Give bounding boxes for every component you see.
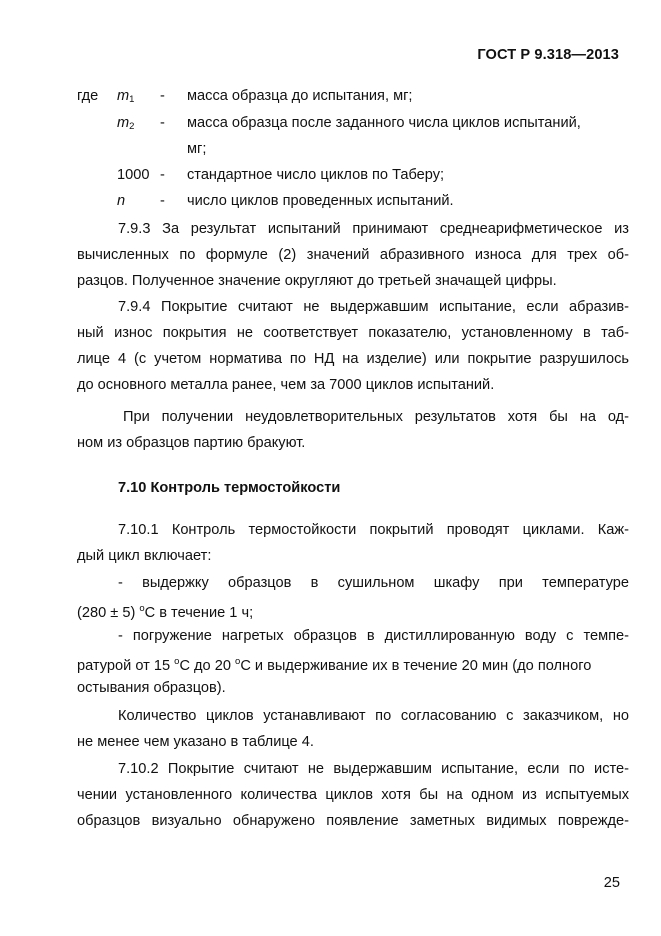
- paragraph-7-9-3: [77, 216, 629, 294]
- definition-text: масса образца до испытания, мг;: [187, 88, 413, 104]
- definition-text: число циклов проведенных испытаний.: [187, 193, 454, 209]
- section-heading: 7.10 Контроль термостойкости: [118, 480, 341, 496]
- text-line: - выдержку образцов в сушильном шкафу при температуре: [118, 575, 629, 591]
- text-line: ный износ покрытия не соответствует показателю, установленному в таб-: [77, 325, 629, 341]
- degree-sign: o: [235, 656, 241, 667]
- definition-dash: -: [160, 167, 165, 183]
- text-line: образцов визуально обнаружено появление заметных видимых поврежде-: [77, 813, 629, 829]
- definition-symbol: 1000: [117, 167, 150, 183]
- text-line: ном из образцов партию бракуют.: [77, 435, 306, 451]
- degree-sign: o: [174, 656, 180, 667]
- text-line: остывания образцов).: [77, 680, 226, 696]
- document-code-header: ГОСТ Р 9.318—2013: [477, 47, 619, 63]
- text-line: ратурой от 15 $^o$С до 20 $^o$С и выдерживание их в течение 20 мин (до полного: [77, 656, 592, 674]
- definition-symbol: $m_2$: [117, 115, 135, 132]
- definition-text-continuation: мг;: [187, 141, 207, 157]
- paragraph-7-10-2: [77, 756, 629, 834]
- definition-key: где: [77, 88, 99, 104]
- text-line: 7.9.3 За результат испытаний принимают среднеарифметическое из: [118, 221, 629, 237]
- text-line: до основного металла ранее, чем за 7000 циклов испытаний.: [77, 377, 495, 393]
- definition-dash: -: [160, 115, 165, 131]
- definition-text: масса образца после заданного числа циклов испытаний,: [187, 115, 581, 131]
- text-line: разцов. Полученное значение округляют до третьей значащей цифры.: [77, 273, 557, 289]
- text-line: вычисленных по формуле (2) значений абразивного износа для трех об-: [77, 247, 629, 263]
- text-line: 7.10.2 Покрытие считают не выдержавшим испытание, если по исте-: [118, 761, 629, 777]
- definition-text: стандартное число циклов по Таберу;: [187, 167, 445, 183]
- text-line: 7.10.1 Контроль термостойкости покрытий проводят циклами. Каж-: [118, 522, 629, 538]
- text-line: чении установленного количества циклов хотя бы на одном из испытуемых: [77, 787, 629, 803]
- text-line: дый цикл включает:: [77, 548, 212, 564]
- text-line: (280 ± 5) $^o$С в течение 1 ч;: [77, 603, 254, 621]
- list-item-holding: [77, 570, 629, 622]
- text-line: Количество циклов устанавливают по согласованию с заказчиком, но: [118, 708, 629, 724]
- list-item-immersion: [77, 623, 629, 701]
- page-number: 25: [603, 875, 620, 891]
- paragraph-7-9-4: [77, 294, 629, 398]
- text-line: лице 4 (с учетом норматива по НД на изделие) или покрытие разрушилось: [77, 351, 629, 367]
- definition-symbol: n: [117, 193, 126, 209]
- text-line: 7.9.4 Покрытие считают не выдержавшим испытание, если абразив-: [118, 299, 629, 315]
- paragraph-cycles: [77, 703, 629, 755]
- definition-dash: -: [160, 193, 165, 209]
- text-line: При получении неудовлетворительных результатов хотя бы на од-: [123, 409, 629, 425]
- paragraph-7-10-1: [77, 517, 629, 569]
- text-line: - погружение нагретых образцов в дистиллированную воду с темпе-: [118, 628, 629, 644]
- definition-symbol: $m_1$: [117, 88, 135, 105]
- definition-dash: -: [160, 88, 165, 104]
- text-line: не менее чем указано в таблице 4.: [77, 734, 314, 750]
- degree-sign: o: [139, 603, 145, 614]
- paragraph-rejection: [77, 404, 629, 456]
